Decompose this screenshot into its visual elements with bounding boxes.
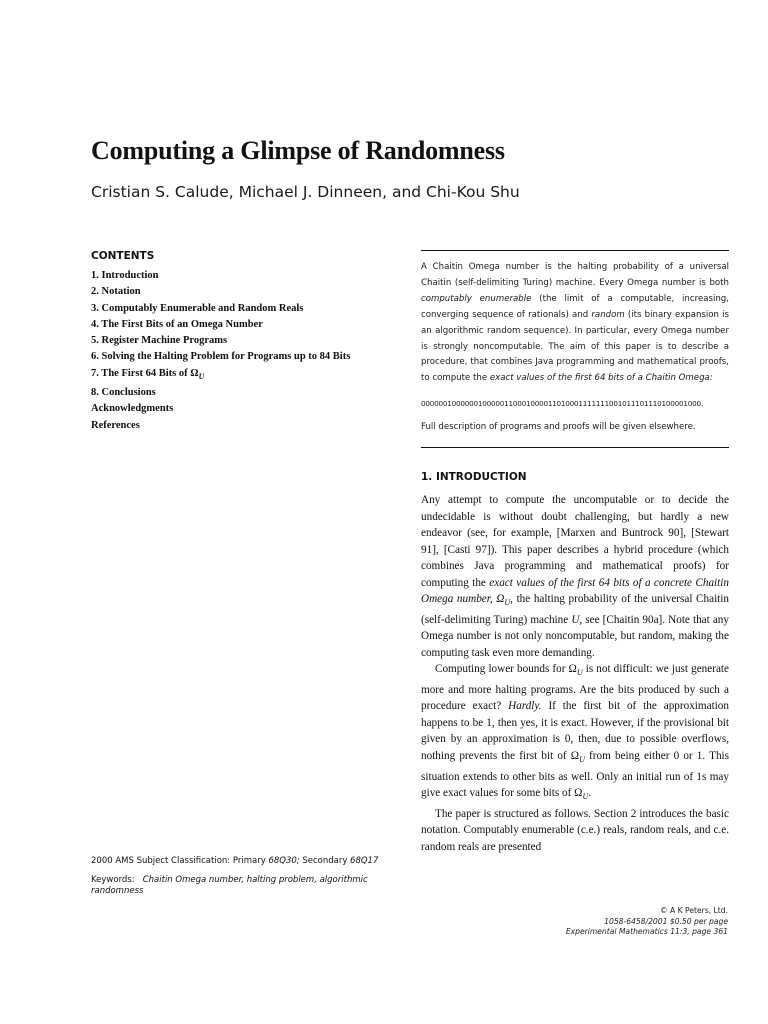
table-of-contents [91, 250, 411, 434]
omega-symbol: Ω [492, 593, 505, 605]
body-emphasis: exact values of the first 64 bits of a concrete Chaitin Omega number, [421, 576, 729, 605]
contents-item: 8. Conclusions [91, 387, 156, 399]
body-emphasis: U [571, 613, 580, 626]
omega-bits: 0000001000000100000110001000011010001111111001011101110100001000. [421, 399, 703, 409]
classification-secondary-label: Secondary [302, 856, 348, 866]
abstract [421, 250, 729, 446]
keywords-text: Chaitin Omega number, halting problem, algorithmic randomness [91, 875, 368, 896]
body-paragraph [421, 661, 729, 806]
keywords [91, 875, 411, 897]
contents-item: 4. The First Bits of an Omega Number [91, 318, 263, 330]
abstract-closing: Full description of programs and proofs will be given elsewhere. [421, 422, 696, 433]
contents-item [91, 366, 411, 385]
body-text: , the halting probability of the universal Chaitin (self-delimiting Turing) machine [421, 593, 729, 626]
body-paragraph: The paper is structured as follows. Section 2 introduces the basic notation. Computably enumerable (c.e.) reals, random reals, and c.e. random reals are presented [421, 807, 729, 853]
classification-secondary: 68Q17 [350, 856, 379, 866]
abstract-rule [421, 447, 729, 448]
body-text: from being either 0 or 1. This situation extends to other bits as well. Only an initial run of 1s may give exact values for some bits of Ω [421, 749, 730, 800]
contents-item: 2. Notation [91, 286, 141, 298]
contents-item: 6. Solving the Halting Problem for Programs up to 84 Bits [91, 351, 351, 363]
publisher-info [566, 906, 728, 938]
paper-title: Computing a Glimpse of Randomness [91, 136, 505, 165]
abstract-emphasis: exact values of the first 64 bits of a Chaitin Omega: [489, 373, 713, 384]
body-text: is not difficult: we just generate more and more halting programs. Are the bits produced by such a procedure exact? [421, 663, 729, 713]
body-text: . [588, 787, 592, 800]
body-text: Computing lower bounds for Ω [435, 663, 577, 676]
contents-item: References [91, 419, 140, 431]
contents-item-text: 7. The First 64 Bits of Ω [91, 367, 199, 379]
omega-subscript: U [582, 792, 589, 802]
abstract-emphasis: random [591, 309, 625, 320]
issn-line: 1058-6458/2001 $0.50 per page [604, 916, 728, 926]
section-heading-introduction: 1. INTRODUCTION [421, 471, 527, 483]
journal-line: Experimental Mathematics 11:3, page 361 [565, 927, 728, 936]
body-text: Any attempt to compute the uncomputable or to decide the undecidable is without doubt challenging, but hardly a new endeavor (see, for example, [Marxen and Buntrock 90], [Stewart 91], [Casti 97]). This paper describes a hybrid procedure (which combines Java programming and mathematical proofs) for computing the [421, 494, 729, 589]
abstract-emphasis: computably enumerable [421, 293, 532, 304]
omega-subscript: U [579, 755, 585, 765]
subject-classification [91, 855, 411, 867]
omega-subscript: U [504, 598, 511, 608]
body-text: , see [Chaitin 90a]. Note that any Omega number is not only noncomputable, but random, making the computing task even more demanding. [421, 613, 729, 659]
abstract-text: (its binary expansion is an algorithmic random sequence). In particular, every Omega number is strongly noncomputable. The aim of this paper is to describe a procedure, that combines Java programming and mathematical proofs, to compute the [421, 309, 729, 384]
contents-item: Acknowledgments [91, 403, 174, 415]
introduction-body [421, 492, 729, 855]
classification-label: 2000 AMS Subject Classification: [91, 856, 231, 866]
abstract-text: (the limit of a computable, increasing, converging sequence of rationals) and [421, 293, 729, 320]
contents-heading: CONTENTS [91, 250, 155, 262]
body-emphasis: Hardly. [508, 700, 542, 713]
body-text: If the first bit of the approximation happens to be 1, then yes, it is exact. However, if the provisional bit given by an approximation is 0, then, due to possible overflows, nothing prevents the first bit of Ω [421, 700, 729, 762]
classification-primary: 68Q30; [268, 856, 300, 866]
copyright-line: © A K Peters, Ltd. [660, 906, 728, 915]
contents-item: 5. Register Machine Programs [91, 335, 228, 347]
contents-item: 1. Introduction [91, 270, 159, 281]
classification-primary-label: Primary [232, 856, 266, 866]
keywords-label: Keywords: [91, 875, 135, 885]
omega-subscript: U [576, 668, 583, 678]
abstract-paragraph [421, 260, 729, 387]
contents-item: 3. Computably Enumerable and Random Reals [91, 302, 304, 314]
omega-subscript: U [198, 371, 205, 381]
paper-authors: Cristian S. Calude, Michael J. Dinneen, and Chi-Kou Shu [91, 183, 520, 201]
body-paragraph [421, 492, 729, 661]
abstract-text: A Chaitin Omega number is the halting probability of a universal Chaitin (self-delimiting Turing) machine. Every Omega number is both [421, 262, 729, 288]
